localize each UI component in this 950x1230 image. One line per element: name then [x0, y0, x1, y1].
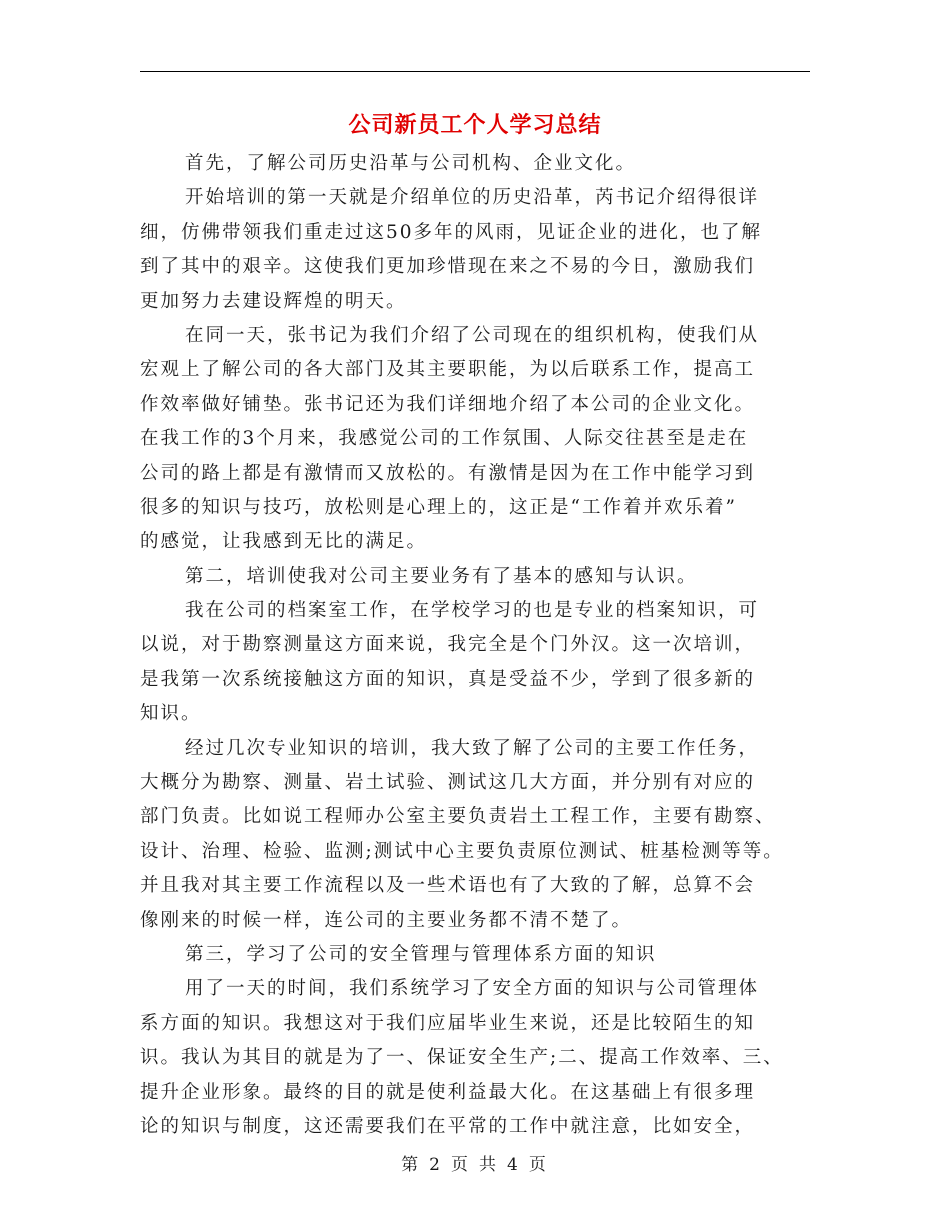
body-line: 是我第一次系统接触这方面的知识，真是受益不少，学到了很多新的: [140, 668, 756, 690]
body-line: 部门负责。比如说工程师办公室主要负责岩土工程工作，主要有勘察、: [140, 806, 776, 828]
body-line: 宏观上了解公司的各大部门及其主要职能，为以后联系工作，提高工: [140, 359, 756, 381]
body-line: 在我工作的3个月来，我感觉公司的工作氛围、人际交往甚至是走在: [140, 428, 749, 450]
footer-page-total: 4: [507, 1155, 521, 1175]
body-line: 知识。: [140, 703, 202, 725]
body-line: 开始培训的第一天就是介绍单位的历史沿革，芮书记介绍得很详: [185, 187, 760, 209]
body-line: 用了一天的时间，我们系统学习了安全方面的知识与公司管理体: [185, 978, 760, 1000]
body-line: 并且我对其主要工作流程以及一些术语也有了大致的了解，总算不会: [140, 875, 756, 897]
body-line: 的感觉，让我感到无比的满足。: [140, 531, 428, 553]
body-line: 像刚来的时候一样，连公司的主要业务都不清不楚了。: [140, 909, 633, 931]
body-line: 设计、治理、检验、监测;测试中心主要负责原位测试、桩基检测等等。: [140, 840, 784, 862]
body-line: 更加努力去建设辉煌的明天。: [140, 290, 407, 312]
footer-label-before: 第: [401, 1155, 422, 1175]
footer-page-current: 2: [429, 1155, 443, 1175]
footer-label-total: 共: [479, 1155, 499, 1175]
body-line: 识。我认为其目的就是为了一、保证安全生产;二、提高工作效率、三、: [140, 1047, 784, 1069]
page-footer: [0, 1152, 950, 1178]
document-body: [140, 147, 820, 1144]
body-line: 经过几次专业知识的培训，我大致了解了公司的主要工作任务，: [185, 737, 760, 759]
body-line: 首先，了解公司历史沿革与公司机构、企业文化。: [185, 153, 637, 174]
footer-label-middle: 页: [451, 1155, 471, 1175]
body-line: 我在公司的档案室工作，在学校学习的也是专业的档案知识，可: [185, 600, 760, 622]
header-rule: [140, 71, 810, 72]
body-line: 提升企业形象。最终的目的就是使利益最大化。在这基础上有很多理: [140, 1081, 756, 1103]
body-line: 第三，学习了公司的安全管理与管理体系方面的知识: [185, 943, 657, 965]
body-line: 系方面的知识。我想这对于我们应届毕业生来说，还是比较陌生的知: [140, 1012, 756, 1034]
body-line: 细，仿佛带领我们重走过这50多年的风雨，见证企业的进化，也了解: [140, 221, 763, 243]
footer-label-after: 页: [528, 1155, 549, 1175]
body-line: 论的知识与制度，这还需要我们在平常的工作中就注意，比如安全，: [140, 1115, 756, 1137]
body-line: 公司的路上都是有激情而又放松的。有激情是因为在工作中能学习到: [140, 462, 756, 484]
body-line: 大概分为勘察、测量、岩土试验、测试这几大方面，并分别有对应的: [140, 772, 756, 794]
body-line: 作效率做好铺垫。张书记还为我们详细地介绍了本公司的企业文化。: [140, 393, 756, 415]
body-line: 到了其中的艰辛。这使我们更加珍惜现在来之不易的今日，激励我们: [140, 256, 756, 278]
body-line: 在同一天，张书记为我们介绍了公司现在的组织机构，使我们从: [185, 324, 760, 346]
document-title: 公司新员工个人学习总结: [348, 113, 602, 138]
body-line: 第二，培训使我对公司主要业务有了基本的感知与认识。: [185, 565, 698, 587]
body-line: 很多的知识与技巧，放松则是心理上的，这正是“工作着并欢乐着”: [140, 496, 737, 518]
body-line: 以说，对于勘察测量这方面来说，我完全是个门外汉。这一次培训，: [140, 634, 756, 656]
